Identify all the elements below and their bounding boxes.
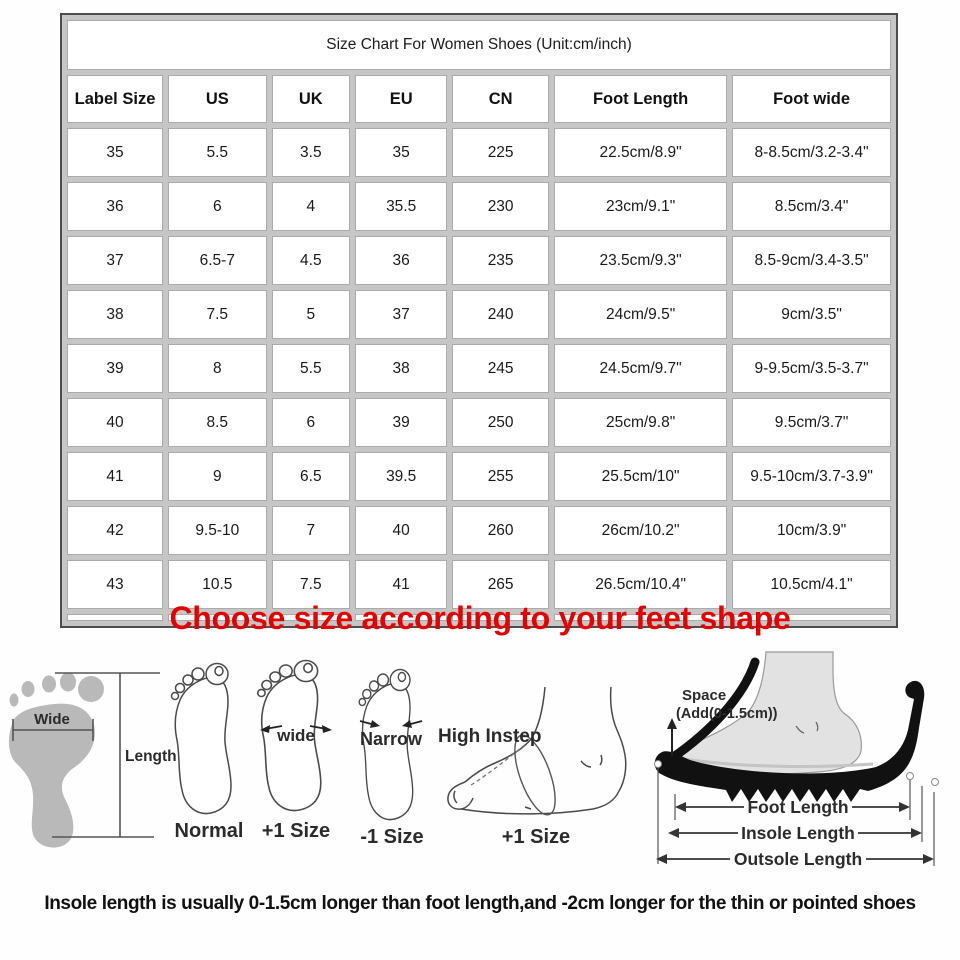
narrow-foot-diagram	[350, 664, 432, 822]
cell-label-size: 35	[67, 128, 163, 177]
cell-cn: 260	[452, 506, 549, 555]
cell-us: 8.5	[168, 398, 266, 447]
toe	[176, 684, 185, 693]
high-instep-diagram	[435, 685, 645, 825]
table-row	[67, 506, 891, 555]
cell-label-size: 43	[67, 560, 163, 609]
cell-foot-wide: 9.5-10cm/3.7-3.9"	[732, 452, 891, 501]
cell-eu: 39	[355, 398, 447, 447]
cell-cn: 255	[452, 452, 549, 501]
foot-outline	[172, 664, 232, 814]
cell-cn: 235	[452, 236, 549, 285]
table-row	[67, 452, 891, 501]
cell-eu: 35.5	[355, 182, 447, 231]
page-title: Choose size according to your feet shape	[169, 600, 791, 636]
insole-length-label: Insole Length	[741, 823, 855, 843]
length-label: Length	[125, 748, 177, 765]
cell-us: 9.5-10	[168, 506, 266, 555]
cell-us: 10.5	[168, 560, 266, 609]
cell-uk: 6	[272, 398, 351, 447]
cell-uk: 3.5	[272, 128, 351, 177]
cell-foot-length: 25.5cm/10"	[554, 452, 727, 501]
column-header-cn: CN	[452, 75, 549, 123]
table-row	[67, 290, 891, 339]
table-header-row	[67, 75, 891, 123]
instep-guide-line	[471, 743, 527, 785]
toe	[262, 681, 272, 690]
size-chart-table	[60, 13, 898, 628]
insole-footnote: Insole length is usually 0-1.5cm longer than foot length,and -2cm longer for the thin or pointed shoes	[44, 893, 916, 914]
normal-foot-caption: Normal	[174, 820, 244, 842]
cell-uk: 7	[272, 506, 351, 555]
toe	[183, 675, 193, 685]
table-title: Size Chart For Women Shoes (Unit:cm/inch)	[67, 20, 891, 70]
cell-cn: 240	[452, 290, 549, 339]
cell-foot-length: 24cm/9.5"	[554, 290, 727, 339]
cell-foot-wide: 8.5-9cm/3.4-3.5"	[732, 236, 891, 285]
column-header-foot-wide: Foot wide	[732, 75, 891, 123]
table-title-row	[67, 20, 891, 70]
toe	[363, 690, 371, 699]
cell-foot-length: 26cm/10.2"	[554, 506, 727, 555]
cell-label-size: 41	[67, 452, 163, 501]
cell-foot-length: 23.5cm/9.3"	[554, 236, 727, 285]
cell-foot-wide: 9.5cm/3.7"	[732, 398, 891, 447]
cell-foot-length: 24.5cm/9.7"	[554, 344, 727, 393]
column-header-foot-length: Foot Length	[554, 75, 727, 123]
toe	[279, 665, 292, 677]
cell-label-size: 40	[67, 398, 163, 447]
high-instep-caption: +1 Size	[501, 826, 571, 848]
footprint-diagram	[2, 662, 177, 862]
wide-label: Wide	[34, 711, 70, 728]
cell-cn: 225	[452, 128, 549, 177]
cell-foot-length: 22.5cm/8.9"	[554, 128, 727, 177]
toe-print	[22, 681, 35, 697]
footprint-shape	[9, 673, 104, 848]
cell-foot-wide: 10cm/3.9"	[732, 506, 891, 555]
cell-cn: 265	[452, 560, 549, 609]
cell-foot-wide: 9-9.5cm/3.5-3.7"	[732, 344, 891, 393]
cell-us: 9	[168, 452, 266, 501]
table-row	[67, 344, 891, 393]
cell-label-size: 38	[67, 290, 163, 339]
toe-print	[42, 676, 56, 693]
cell-eu: 36	[355, 236, 447, 285]
cell-us: 5.5	[168, 128, 266, 177]
big-toe-print	[78, 676, 104, 702]
side-foot-outline	[448, 687, 626, 814]
wide-foot-label: wide	[277, 726, 315, 745]
toe-print	[60, 673, 76, 692]
cell-us: 6	[168, 182, 266, 231]
cell-foot-length: 26.5cm/10.4"	[554, 560, 727, 609]
space-label: Space	[682, 687, 727, 704]
cell-us: 8	[168, 344, 266, 393]
high-instep-label: High Instep	[438, 726, 542, 747]
normal-foot-diagram	[168, 658, 252, 820]
toe	[172, 693, 179, 700]
cell-us: 7.5	[168, 290, 266, 339]
table-row	[67, 182, 891, 231]
wide-foot-caption: +1 Size	[261, 820, 331, 842]
feet-shape-guide	[0, 650, 960, 890]
table-row	[67, 128, 891, 177]
cell-label-size: 42	[67, 506, 163, 555]
narrow-foot-label: Narrow	[359, 729, 423, 749]
toe	[270, 672, 281, 682]
table-body	[67, 128, 891, 621]
column-header-us: US	[168, 75, 266, 123]
cell-foot-length: 25cm/9.8"	[554, 398, 727, 447]
cell-foot-wide: 10.5cm/4.1"	[732, 560, 891, 609]
cell-uk: 4.5	[272, 236, 351, 285]
table-row	[67, 398, 891, 447]
toe	[370, 681, 379, 691]
cell-label-size: 39	[67, 344, 163, 393]
toe	[378, 674, 389, 686]
cell-foot-wide: 8.5cm/3.4"	[732, 182, 891, 231]
cell-eu: 40	[355, 506, 447, 555]
toe	[359, 699, 365, 706]
shoe-length-diagram	[648, 652, 948, 880]
cell-uk: 5	[272, 290, 351, 339]
cell-eu: 35	[355, 128, 447, 177]
cell-foot-wide: 8-8.5cm/3.2-3.4"	[732, 128, 891, 177]
cell-foot-length: 23cm/9.1"	[554, 182, 727, 231]
cell-uk: 7.5	[272, 560, 351, 609]
cell-label-size: 36	[67, 182, 163, 231]
cell-eu: 39.5	[355, 452, 447, 501]
cell-eu: 38	[355, 344, 447, 393]
cell-cn: 230	[452, 182, 549, 231]
column-header-eu: EU	[355, 75, 447, 123]
column-header-label-size: Label Size	[67, 75, 163, 123]
cell-eu: 37	[355, 290, 447, 339]
cell-uk: 6.5	[272, 452, 351, 501]
foot-length-label: Foot Length	[747, 797, 849, 817]
toe	[258, 690, 265, 697]
cell-uk: 5.5	[272, 344, 351, 393]
wide-foot-diagram	[252, 655, 340, 820]
toe-print	[10, 694, 19, 707]
cell-label-size: 37	[67, 236, 163, 285]
cell-cn: 245	[452, 344, 549, 393]
cell-uk: 4	[272, 182, 351, 231]
cell-us: 6.5-7	[168, 236, 266, 285]
cell-foot-wide: 9cm/3.5"	[732, 290, 891, 339]
toe	[192, 668, 204, 680]
table-row	[67, 236, 891, 285]
cell-eu: 41	[355, 560, 447, 609]
narrow-foot-caption: -1 Size	[360, 826, 424, 848]
space-note: (Add(0-1.5cm))	[676, 706, 778, 722]
outsole-length-label: Outsole Length	[733, 849, 863, 869]
cell-cn: 250	[452, 398, 549, 447]
column-header-uk: UK	[272, 75, 351, 123]
